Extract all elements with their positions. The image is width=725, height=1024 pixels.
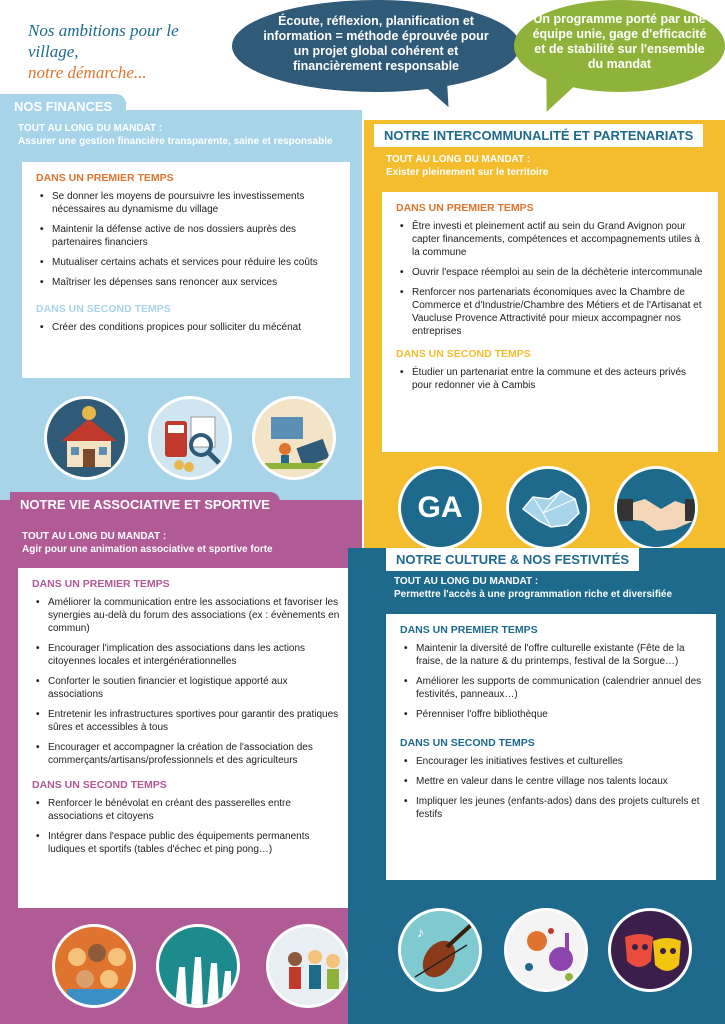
- list-item: • Entretenir les infrastructures sportives pour garantir des pratiques sûres et accessibles à tous: [42, 708, 340, 734]
- intercommunalite-card: [382, 192, 718, 452]
- intercommunalite-panel: [364, 120, 725, 560]
- crowd-people-icon: [52, 924, 136, 1008]
- intercommunalite-second-list: [396, 366, 704, 392]
- associative-card: [18, 568, 354, 908]
- finances-first-heading: DANS UN PREMIER TEMPS: [36, 172, 174, 184]
- culture-first-list: [400, 642, 702, 721]
- list-item: • Étudier un partenariat entre la commune et des acteurs privés pour redonner vie à Cambis: [406, 366, 704, 392]
- culture-mandate-label: TOUT AU LONG DU MANDAT :: [394, 576, 539, 587]
- handshake-icon: [614, 466, 698, 550]
- list-item: • Conforter le soutien financier et logistique apporté aux associations: [42, 675, 340, 701]
- svg-text:♪: ♪: [417, 924, 424, 940]
- culture-card: [386, 614, 716, 880]
- culture-title: NOTRE CULTURE & NOS FESTIVITÉS: [386, 548, 639, 571]
- speech-bubble-team: Un programme porté par une équipe unie, gage d'efficacité et de stabilité sur l'ensemble du mandat: [514, 0, 725, 92]
- calculator-magnifier-icon: [148, 396, 232, 480]
- list-item: • Mettre en valeur dans le centre village nos talents locaux: [410, 775, 702, 788]
- list-item: • Encourager les initiatives festives et culturelles: [410, 755, 702, 768]
- header-title-line2: notre démarche...: [28, 63, 147, 82]
- list-item: • Encourager et accompagner la création de l'association des commerçants/artisans/professionnels et des agriculteurs: [42, 741, 340, 767]
- list-item: • Se donner les moyens de poursuivre les investissements nécessaires au dynamisme du village: [46, 190, 336, 216]
- list-item: • Ouvrir l'espace réemploi au sein de la déchèterie intercommunale: [406, 266, 704, 279]
- associative-first-heading: DANS UN PREMIER TEMPS: [32, 578, 170, 590]
- intercommunalite-mandate-text: Exister pleinement sur le territoire: [386, 167, 549, 178]
- finances-first-list: [36, 190, 336, 289]
- associative-mandate-label: TOUT AU LONG DU MANDAT :: [22, 531, 167, 542]
- finances-second-heading: DANS UN SECOND TEMPS: [36, 303, 171, 315]
- culture-second-heading: DANS UN SECOND TEMPS: [400, 737, 535, 749]
- list-item: • Mutualiser certains achats et services pour réduire les coûts: [46, 256, 336, 269]
- list-item: • Maîtriser les dépenses sans renoncer aux services: [46, 276, 336, 289]
- list-item: • Améliorer la communication entre les associations et favoriser les synergies au-delà du forum des associations (ex : évènements en commun): [42, 596, 340, 635]
- finances-second-list: [36, 321, 336, 334]
- violin-music-icon: [398, 908, 482, 992]
- finances-title: NOS FINANCES: [0, 94, 126, 119]
- intercommunalite-second-heading: DANS UN SECOND TEMPS: [396, 348, 531, 360]
- list-item: • Maintenir la diversité de l'offre culturelle existante (Fête de la fraise, de la nature & du printemps, festival de la Sorgue…): [410, 642, 702, 668]
- page-header-title: [28, 20, 228, 83]
- territory-map-icon: [506, 466, 590, 550]
- culture-mandate-text: Permettre l'accès à une programmation riche et diversifiée: [394, 589, 673, 600]
- list-item: • Créer des conditions propices pour solliciter du mécénat: [46, 321, 336, 334]
- associative-second-list: [32, 797, 340, 856]
- house-icon: [44, 396, 128, 480]
- raised-hands-icon: [156, 924, 240, 1008]
- list-item: • Maintenir la défense active de nos dossiers auprès des partenaires financiers: [46, 223, 336, 249]
- sports-people-icon: [266, 924, 350, 1008]
- associative-title: NOTRE VIE ASSOCIATIVE ET SPORTIVE: [10, 492, 280, 517]
- speech-bubble-method: Écoute, réflexion, planification et information = méthode éprouvée pour un projet global cohérent et financièrement responsable: [232, 0, 520, 92]
- list-item: • Renforcer le bénévolat en créant des passerelles entre associations et citoyens: [42, 797, 340, 823]
- theater-masks-icon: [608, 908, 692, 992]
- associative-mandate-text: Agir pour une animation associative et sportive forte: [22, 544, 273, 555]
- finances-mandate-label: TOUT AU LONG DU MANDAT :: [18, 123, 163, 134]
- list-item: • Être investi et pleinement actif au sein du Grand Avignon pour capter financements, compétences et accompagnements utiles à la commune: [406, 220, 704, 259]
- intercommunalite-title: NOTRE INTERCOMMUNALITÉ ET PARTENARIATS: [374, 124, 703, 147]
- list-item: • Renforcer nos partenariats économiques avec la Chambre de Commerce et d'Industrie/Chambre des Métiers et de l'Artisanat et Vaucluse Provence Attractivité pour mieux accompagner nos entreprises: [406, 286, 704, 338]
- culture-first-heading: DANS UN PREMIER TEMPS: [400, 624, 538, 636]
- list-item: • Intégrer dans l'espace public des équipements permanents ludiques et sportifs (tables d'échec et ping pong…): [42, 830, 340, 856]
- grand-avignon-logo: [398, 466, 482, 550]
- finances-panel: [0, 99, 362, 510]
- list-item: • Impliquer les jeunes (enfants-ados) dans des projets culturels et festifs: [410, 795, 702, 821]
- associative-second-heading: DANS UN SECOND TEMPS: [32, 779, 167, 791]
- culture-panel: [348, 548, 725, 1024]
- intercommunalite-mandate-label: TOUT AU LONG DU MANDAT :: [386, 154, 531, 165]
- header-title-line1: Nos ambitions pour le village,: [28, 21, 179, 61]
- intercommunalite-first-list: [396, 220, 704, 338]
- list-item: • Pérenniser l'offre bibliothèque: [410, 708, 702, 721]
- culture-second-list: [400, 755, 702, 821]
- list-item: • Améliorer les supports de communication (calendrier annuel des festivités, panneaux…): [410, 675, 702, 701]
- list-item: • Encourager l'implication des associations dans les actions citoyennes locales et intergénérationnelles: [42, 642, 340, 668]
- associative-panel: [0, 497, 362, 1024]
- finances-mandate-text: Assurer une gestion financière transparente, saine et responsable: [18, 136, 333, 147]
- finance-desk-icon: [252, 396, 336, 480]
- intercommunalite-first-heading: DANS UN PREMIER TEMPS: [396, 202, 534, 214]
- festival-guitar-icon: [504, 908, 588, 992]
- finances-card: [22, 162, 350, 378]
- grand-avignon-logo-text: GA: [417, 491, 463, 524]
- associative-first-list: [32, 596, 340, 767]
